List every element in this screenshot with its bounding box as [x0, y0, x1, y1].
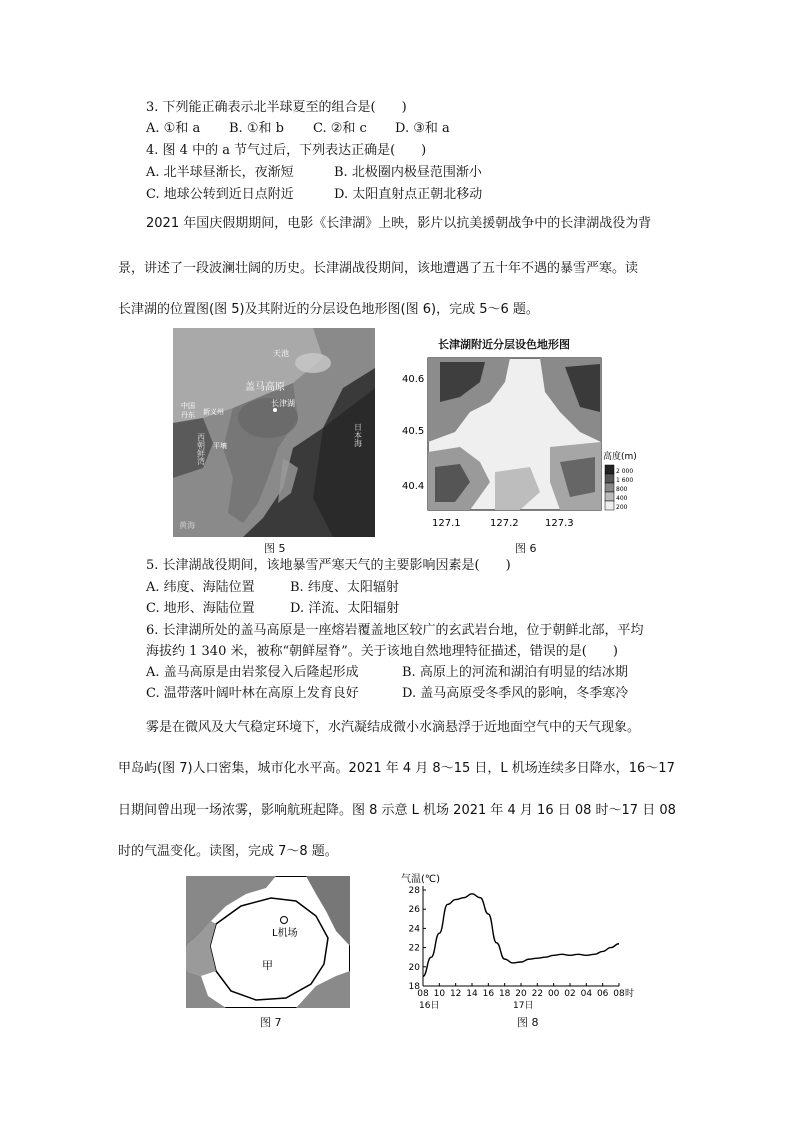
- airport-label: L机场: [272, 928, 298, 939]
- label-pyongyang: 平壤: [213, 442, 227, 450]
- figure-7-island-map: [186, 876, 350, 1008]
- x-tick-label: 06: [596, 989, 609, 999]
- figure-8-caption: 图 8: [517, 1016, 539, 1029]
- figure-8-temperature-chart: [397, 868, 647, 1010]
- x-tick-label: 22: [531, 989, 544, 999]
- y-tick-label: 24: [408, 924, 420, 935]
- intro1-line3: 长津湖的位置图(图 5)及其附近的分层设色地形图(图 6)，完成 5～6 题。: [118, 302, 539, 317]
- q3-stem: 3. 下列能正确表示北半球夏至的组合是( ): [146, 100, 407, 115]
- x-tick-label: 20: [515, 989, 527, 999]
- x-tick-127-3: 127.3: [545, 518, 574, 529]
- q4-options-row1: [146, 162, 482, 184]
- y-tick-label: 28: [408, 886, 420, 896]
- y-tick-40-4: 40.4: [402, 481, 425, 492]
- chart-y-label: 气温(℃): [401, 874, 441, 885]
- q5-option-d: D. 洋流、太阳辐射: [290, 601, 400, 616]
- q3-option-c: C. ②和 c: [313, 121, 367, 136]
- legend-value-400: 400: [616, 495, 628, 502]
- x-tick-label: 14: [466, 989, 478, 999]
- x-tick-label: 04: [580, 989, 593, 999]
- x-tick-label: 00: [547, 989, 560, 999]
- legend-value-200: 200: [616, 504, 628, 511]
- figure-6-title: 长津湖附近分层设色地形图: [438, 338, 570, 351]
- y-tick-label: 20: [408, 962, 420, 973]
- chart-x-label: 时: [625, 989, 635, 999]
- label-west-korea-bay: [197, 433, 206, 466]
- svg-text:日本海: 日本海: [353, 423, 363, 447]
- q3-options: [146, 118, 450, 140]
- q5-option-b: B. 纬度、太阳辐射: [290, 580, 399, 595]
- q6-stem-line1: 6. 长津湖所处的盖马高原是一座熔岩覆盖地区较广的玄武岩台地，位于朝鲜北部，平均: [146, 623, 644, 638]
- q3-option-d: D. ③和 a: [395, 121, 450, 136]
- elevation-legend: [605, 465, 633, 511]
- x-tick-label: 08: [417, 989, 429, 999]
- q4-stem: 4. 图 4 中的 a 节气过后，下列表达正确是( ): [146, 143, 427, 158]
- intro1-line1: 2021 年国庆假期期间，电影《长津湖》上映，影片以抗美援朝战争中的长津湖战役为背: [146, 216, 652, 231]
- y-tick-label: 26: [408, 905, 420, 916]
- figure-6-caption: 图 6: [515, 542, 537, 555]
- q6-option-d: D. 盖马高原受冬季风的影响，冬季寒冷: [402, 686, 629, 701]
- q4-option-c: C. 地球公转到近日点附近: [146, 187, 294, 202]
- q4-option-d: D. 太阳直射点正朝北移动: [334, 187, 483, 202]
- airport-marker: [281, 917, 288, 924]
- x-tick-label: 02: [564, 989, 576, 999]
- legend-value-2000: 2 000: [616, 468, 634, 475]
- x-tick-label: 16: [482, 989, 495, 999]
- intro1-line2: 景，讲述了一段波澜壮阔的历史。长津湖战役期间，该地遭遇了五十年不遇的暴雪严寒。读: [118, 261, 639, 276]
- q4-option-a: A. 北半球昼渐长，夜渐短: [146, 165, 294, 180]
- x-tick-label: 18: [498, 989, 511, 999]
- svg-text:西朝鲜湾: 西朝鲜湾: [196, 433, 206, 465]
- q6-option-a: A. 盖马高原是由岩浆侵入后隆起形成: [146, 665, 359, 680]
- q5-options-row1: [146, 577, 399, 599]
- q6-options-row1: [146, 662, 628, 684]
- legend-title: 高度(m): [603, 452, 637, 462]
- q5-options-row2: [146, 598, 399, 620]
- chart-day1-label: 16日: [419, 1001, 440, 1011]
- q4-options-row2: [146, 184, 482, 206]
- label-gaima-plateau: 盖马高原: [245, 382, 285, 393]
- q4-option-b: B. 北极圈内极昼范围渐小: [334, 165, 482, 180]
- q6-option-c: C. 温带落叶阔叶林在高原上发育良好: [146, 686, 359, 701]
- x-tick-label: 12: [449, 989, 462, 999]
- intro2-line4: 时的气温变化。读图，完成 7～8 题。: [118, 844, 338, 859]
- q5-option-a: A. 纬度、海陆位置: [146, 580, 255, 595]
- q5-stem: 5. 长津湖战役期间，该地暴雪严寒天气的主要影响因素是( ): [146, 558, 511, 573]
- label-yellow-sea: 黄海: [179, 521, 195, 530]
- x-tick-127-2: 127.2: [490, 518, 519, 529]
- label-changjin-lake: 长津湖: [271, 399, 295, 408]
- island-label: 甲: [262, 959, 273, 972]
- y-tick-label: 18: [408, 982, 420, 992]
- figure-6-topo-map: [400, 352, 637, 532]
- q3-option-a: A. ①和 a: [146, 121, 201, 136]
- legend-value-800: 800: [616, 486, 628, 493]
- intro2-line1: 雾是在微风及大气稳定环境下，水汽凝结成微小水滴悬浮于近地面空气中的天气现象。: [146, 720, 641, 735]
- q6-stem-line2: 海拔约 1 340 米，被称“朝鲜屋脊”。关于该地自然地理特征描述，错误的是( ): [146, 644, 618, 659]
- intro2-line3: 日期间曾出现一场浓雾，影响航班起降。图 8 示意 L 机场 2021 年 4 月 16 日 08 时～17 日 08: [118, 803, 676, 818]
- y-tick-label: 22: [408, 943, 420, 954]
- y-tick-40-6: 40.6: [402, 374, 425, 385]
- legend-value-1600: 1 600: [616, 477, 634, 484]
- q6-option-b: B. 高原上的河流和湖泊有明显的结冰期: [402, 665, 628, 680]
- changjin-lake-marker: [273, 408, 277, 412]
- label-dandong: 丹东: [181, 411, 195, 419]
- chart-day2-label: 17日: [513, 1001, 534, 1011]
- x-tick-label: 10: [433, 989, 446, 999]
- figure-5-caption: 图 5: [264, 542, 286, 555]
- q6-options-row2: [146, 683, 628, 705]
- label-sea-of-japan: [354, 423, 363, 447]
- label-china: 中国: [181, 402, 195, 410]
- intro2-line2: 甲岛屿(图 7)人口密集，城市化水平高。2021 年 4 月 8～15 日，L 机场连续多日降水，16～17: [118, 761, 675, 776]
- label-sinuiju: 新义州: [203, 408, 224, 416]
- x-tick-127-1: 127.1: [432, 518, 461, 529]
- y-tick-40-5: 40.5: [402, 426, 425, 437]
- x-tick-label: 08: [613, 989, 625, 999]
- temperature-series-line: [423, 894, 619, 977]
- q5-option-c: C. 地形、海陆位置: [146, 601, 255, 616]
- label-tianchi: 天池: [273, 349, 289, 358]
- figure-5-map: [173, 328, 375, 537]
- q3-option-b: B. ①和 b: [229, 121, 284, 136]
- figure-7-caption: 图 7: [260, 1016, 282, 1029]
